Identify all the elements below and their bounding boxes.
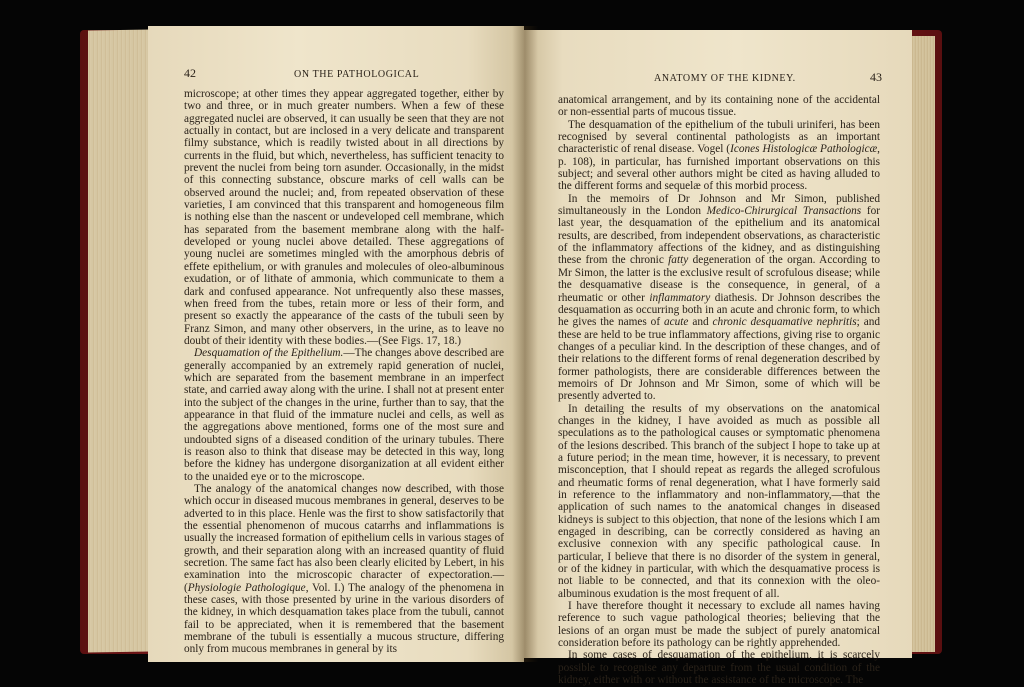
right-page-text: [558, 94, 880, 687]
italic-text: inflammatory: [649, 291, 711, 304]
text-run: In some cases of desquamation of the epithelium, it is scarcely possible to recognise any departure from the usual condition of the kidney, either with or without the assistance of the microscope. The: [558, 649, 880, 687]
italic-text: fatty: [668, 254, 689, 267]
text-run: for last year, the desquamation of the epithelium and its anatomical results, are described, from independent observations, as characteristic of the inflammatory affections of the kidney, and as distinguishing these from the chronic: [558, 205, 880, 267]
text-run: degeneration of the organ. According to Mr Simon, the latter is the exclusive result of scrofulous disease; while the desquamative disease is the consequence, in general, of a rheumatic or other: [558, 254, 880, 304]
paragraph: [558, 119, 880, 193]
italic-text: chronic desquamative nephritis: [712, 316, 857, 329]
page-block-edge-left: [88, 29, 150, 652]
text-run: , p. 108), in particular, has furnished important observations on this subject; and several other authors might be cited as having alluded to the different forms and sequelæ of this morbid process.: [558, 143, 880, 193]
right-page-number: 43: [870, 70, 882, 84]
paragraph: [184, 88, 504, 347]
text-run: The desquamation of the epithelium of the tubuli uriniferi, has been recognised by several continental pathologists as an important characteristic of renal disease. Vogel (: [558, 118, 880, 156]
paragraph: [184, 483, 504, 656]
paragraph: [558, 600, 880, 649]
text-run: and: [688, 316, 713, 329]
paragraph: [558, 94, 880, 119]
text-run: microscope; at other times they appear aggregated together, either by two and three, or in much greater numbers. When a few of these aggregated nuclei are observed, it can usually be seen that they are not actually in contact, but are inclosed in a very delicate and transparent filmy substance, which is readily twisted about in all directions by currents in the fluid, but which, nevertheless, has sufficient tenacity to prevent the nuclei from being torn asunder. Occasionally, in the midst of this connecting substance, obscure marks of cell walls can be observed around the nuclei; and, from repeated observation of these varieties, I am convinced that this transparent and homogeneous film is nothing else than the nascent or undeveloped cell membrane, which has separated from the basement membrane along with the half-developed or young nuclei above detailed. These aggregations of young nuclei are sometimes mingled with the amorphous debris of effete epithelium, or with granules and molecules of oleo-albuminous exudation, or of lithate of ammonia, which communicate to them a dark and confused appearance. Not unfrequently also these masses, when freed from the tubes, retain more or less of their form, and present so exactly the appearance of the casts of the tubuli seen by Franz Simon, and many other observers, in the urine, as to leave no doubt of their identity with these bodies.—(See Figs. 17, 18.): [184, 88, 504, 347]
left-page: [148, 26, 524, 662]
text-run: , Vol. I.) The analogy of the phenomena in these cases, with those presented by urine in the various disorders of the kidney, in which desquamation takes place from the tubuli, cannot fail to be appreciated, when it is remembered that the basement membrane of the tubuli is essentially a mucous structure, differing only from mucous membranes in general by its: [184, 581, 504, 656]
text-run: —The changes above described are generally accompanied by an extremely rapid generation of nuclei, which are separated from the basement membrane in an imperfect state, and carried away along with the urine. I shall not at present enter into the subject of the changes in the urine, further than to say, that the appearance in that fluid of the immature nuclei and cells, as well as the aggregations above mentioned, forms one of the most sure and undoubted signs of a diseased condition of the urinary tubules. There is reason also to think that disease may be detected in this way, long before the kidney has undergone disorganization at all evident either to the unaided eye or to the microscope.: [184, 347, 504, 483]
text-run: The analogy of the anatomical changes now described, with those which occur in diseased mucous membranes in general, deserves to be adverted to in this place. Henle was the first to show satisfactorily that the essential phenomenon of mucous catarrhs and inflammations is usually the increased formation of epithelium cells in various stages of growth, and their separation along with an increased quantity of fluid secretion. The same fact has also been clearly elicited by Lebert, in his examination into the microscopic character of expectoration.—(: [184, 483, 504, 594]
text-run: diathesis. Dr Johnson describes the desquamation as occurring both in an acute and chronic form, to which he gives the names of: [558, 291, 880, 329]
italic-text: Icones Histologicæ Pathologicæ: [730, 143, 878, 156]
italic-text: Physiologie Pathologique: [187, 581, 306, 594]
paragraph: [184, 347, 504, 483]
italic-text: Medico-Chirurgical Transactions: [706, 205, 862, 218]
text-run: I have therefore thought it necessary to exclude all names having reference to such vague pathological theories; believing that the lesions of an organ must be made the subject of purely anatomical consideration before its pathology can be rightly apprehended.: [558, 600, 880, 650]
italic-text: acute: [663, 316, 689, 329]
text-run: In the memoirs of Dr Johnson and Mr Simon, published simultaneously in the London: [558, 192, 880, 218]
text-run: ; and these are held to be true inflammatory affections, giving rise to organic changes of a peculiar kind. In the description of these changes, and of their relations to the different forms of renal degeneration described by former pathologists, there are considerable differences between the memoirs of Dr Johnson and Mr Simon, some of which will be presently adverted to.: [558, 316, 881, 403]
left-page-text: [184, 88, 504, 656]
right-running-head: ANATOMY OF THE KIDNEY.: [654, 73, 796, 84]
paragraph: [558, 403, 880, 601]
italic-text: Desquamation of the Epithelium.: [194, 347, 344, 360]
paragraph: [558, 649, 880, 686]
paragraph: [558, 193, 880, 403]
left-running-head: ON THE PATHOLOGICAL: [294, 69, 420, 80]
left-page-number: 42: [184, 66, 196, 80]
right-page: [524, 30, 912, 687]
text-run: anatomical arrangement, and by its containing none of the accidental or non-essential parts of mucous tissue.: [558, 94, 880, 119]
text-run: In detailing the results of my observations on the anatomical changes in the kidney, I have avoided as much as possible all speculations as to the pathological causes or symptomatic phenomena of the lesions described. This branch of the subject I hope to take up at a future period; in the mean time, however, it is necessary, to prevent misconception, that I should repeat as regards the alleged scrofulous and rheumatic forms of renal degeneration, what I have formerly said in reference to the inflammatory and non-inflammatory,—that the application of such names to the anatomical changes in diseased kidneys is subject to this objection, that none of the lesions which I am engaged in describing, can be correctly considered as having an exclusive connexion with any specific pathological cause. In particular, I believe that there is no disorder of the system in general, or of the kidney in particular, with which the desquamative process is not liable to be connected, and that its connexion with the oleo-albuminous exudation is the most frequent of all.: [558, 402, 880, 600]
book-gutter: [512, 26, 538, 662]
